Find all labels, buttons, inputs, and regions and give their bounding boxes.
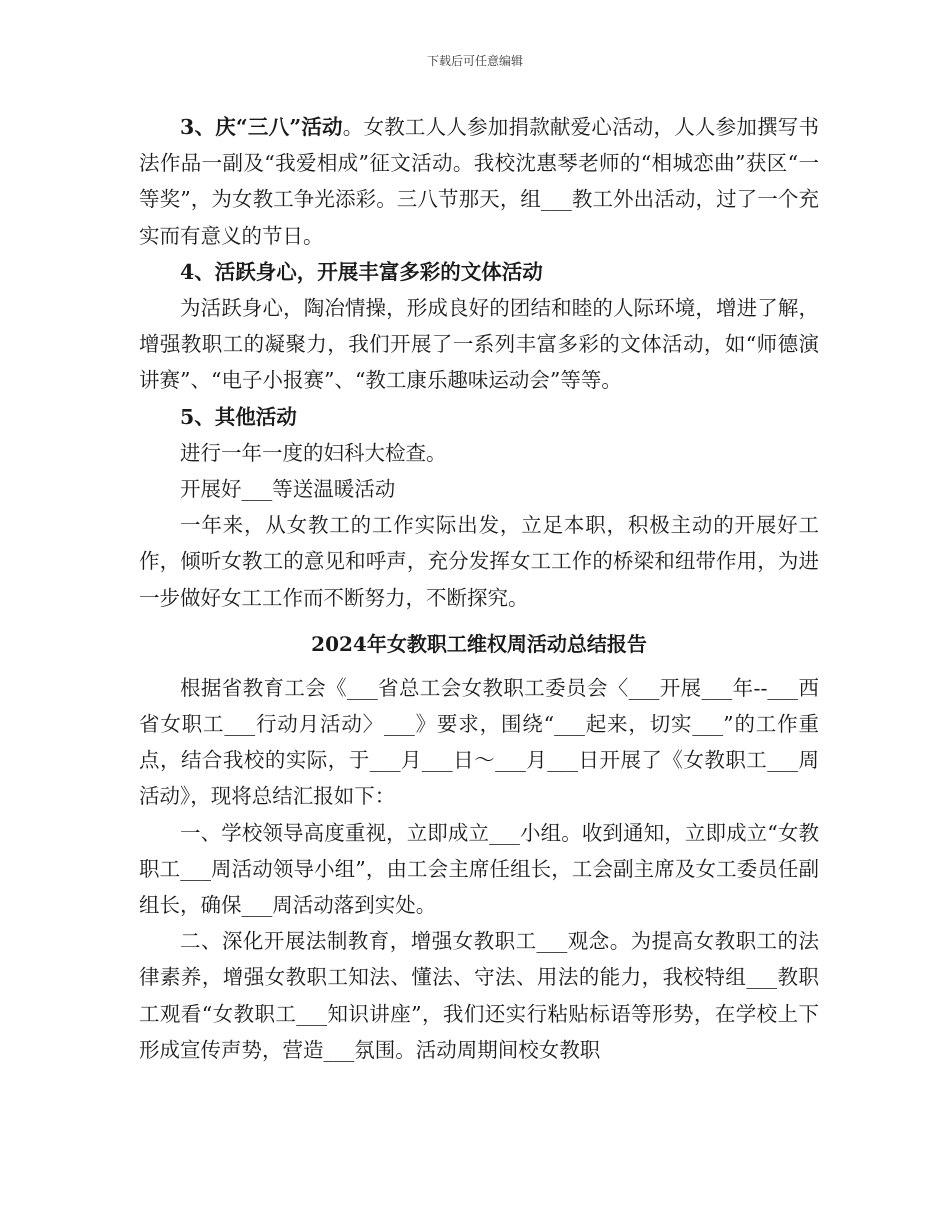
page-header: 下载后可任意编辑 xyxy=(426,54,523,68)
paragraph-sanba xyxy=(139,109,819,254)
paragraph-checkup: 进行一年一度的妇科大检查。 xyxy=(180,440,447,465)
heading-3: 3、庆“三八”活动 xyxy=(180,115,343,139)
paragraph-sanba-text: 。女教工人人参加捐款献爱心活动，人人参加撰写书法作品一副及“我爱相成”征文活动。我校沈惠琴老师的“相城恋曲”获区“一等奖”，为女教工争光添彩。三八节那天，组___教工外出活动，过了一个充实而有意义的节日。 xyxy=(139,115,819,248)
document-body xyxy=(139,109,819,1068)
heading-5: 5、其他活动 xyxy=(180,404,297,429)
paragraph-activities: 为活跃身心，陶冶情操，形成良好的团结和睦的人际环境，增进了解，增强教职工的凝聚力，我们开展了一系列丰富多彩的文体活动，如“师德演讲赛”、“电子小报赛”、“教工康乐趣味运动会”等等。 xyxy=(139,296,819,393)
report-title: 2024年女教职工维权周活动总结报告 xyxy=(311,631,647,656)
paragraph-legal-education: 二、深化开展法制教育，增强女教职工___观念。为提高女教职工的法律素养，增强女教职工知法、懂法、守法、用法的能力，我校特组___教职工观看“女教职工___知识讲座”，我们还实行粘贴标语等形势，在学校上下形成宣传声势，营造___氛围。活动周期间校女教职 xyxy=(139,929,819,1062)
paragraph-warmth: 开展好___等送温暖活动 xyxy=(180,477,396,502)
paragraph-summary: 一年来，从女教工的工作实际出发，立足本职，积极主动的开展好工作，倾听女教工的意见和呼声，充分发挥女工工作的桥梁和纽带作用，为进一步做好女工工作而不断努力，不断探究。 xyxy=(139,513,819,610)
paragraph-leadership: 一、学校领导高度重视，立即成立___小组。收到通知，立即成立“女教职工___周活动领导小组”，由工会主席任组长，工会副主席及女工委员任副组长，确保___周活动落到实处。 xyxy=(139,820,819,918)
paragraph-intro: 根据省教育工会《___省总工会女教职工委员会〈___开展___年--___西省女职工___行动月活动〉___》要求，围绕“___起来，切实___”的工作重点，结合我校的实际，于___月___日～___月___日开展了《女教职工___周活动》，现将总结汇报如下： xyxy=(139,675,819,809)
heading-4: 4、活跃身心，开展丰富多彩的文体活动 xyxy=(180,259,543,284)
